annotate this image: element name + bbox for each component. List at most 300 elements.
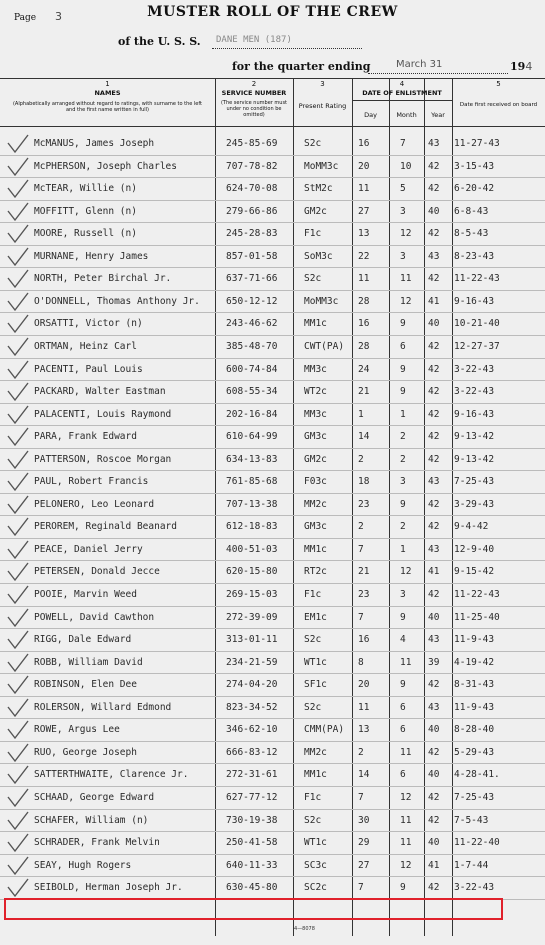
enlist-day: 28 [358, 295, 370, 307]
enlist-year: 40 [428, 318, 440, 330]
date-received: 7-5-43 [454, 814, 489, 826]
table-row [0, 200, 545, 223]
date-received: 3-29-43 [454, 498, 495, 510]
table-row [0, 177, 545, 200]
table-row [0, 403, 545, 426]
crew-name: RIGG, Dale Edward [34, 634, 132, 646]
service-number: 279-66-86 [226, 205, 278, 217]
enlist-month: 9 [400, 679, 406, 691]
checkmark-icon [6, 630, 30, 650]
enlist-year: 42 [428, 228, 440, 240]
service-number: 269-15-03 [226, 589, 278, 600]
checkmark-icon [6, 675, 30, 695]
header-bottom-rule [0, 126, 545, 127]
crew-name: PARA, Frank Edward [34, 431, 137, 443]
enlist-month: 12 [400, 859, 412, 871]
enlist-day: 16 [358, 634, 370, 646]
enlist-day: 20 [358, 679, 370, 691]
enlist-month: 2 [400, 521, 406, 533]
crew-name: PALACENTI, Louis Raymond [34, 408, 172, 420]
crew-name: O'DONNELL, Thomas Anthony Jr. [34, 295, 200, 307]
checkmark-icon [6, 134, 30, 154]
ship-underline [212, 48, 362, 49]
enlist-year: 43 [428, 543, 440, 555]
date-received: 5-29-43 [454, 746, 495, 758]
date-received: 11-22-40 [454, 837, 500, 849]
enlist-subheader-rule [352, 100, 452, 101]
enlist-month: 11 [400, 656, 412, 668]
service-number: 385-48-70 [226, 340, 278, 352]
present-rating: MM1c [304, 769, 327, 781]
table-row [0, 786, 545, 809]
enlist-day: 11 [358, 183, 370, 195]
service-number: 650-12-12 [226, 295, 278, 307]
col4-day-header: Day [364, 111, 377, 119]
checkmark-icon [6, 427, 30, 447]
checkmark-icon [6, 698, 30, 718]
enlist-month: 6 [400, 724, 406, 736]
enlist-day: 24 [358, 363, 370, 375]
checkmark-icon [6, 450, 30, 470]
checkmark-icon [6, 224, 30, 244]
enlist-day: 2 [358, 521, 364, 533]
service-number: 400-51-03 [226, 543, 278, 555]
date-received: 8-5-43 [454, 228, 489, 240]
date-received: 4-19-42 [454, 656, 495, 668]
crew-name: PACENTI, Paul Louis [34, 363, 143, 375]
service-number: 823-34-52 [226, 701, 278, 713]
checkmark-icon [6, 765, 30, 785]
crew-name: POWELL, David Cawthon [34, 611, 155, 623]
enlist-year: 41 [428, 859, 440, 871]
present-rating: WT1c [304, 656, 327, 668]
enlist-year: 43 [428, 476, 440, 488]
col4-year-header: Year [431, 111, 445, 119]
enlist-day: 28 [358, 340, 370, 352]
service-number: 250-41-58 [226, 837, 278, 849]
table-row [0, 606, 545, 629]
ship-name: DANE MEN (187) [216, 35, 292, 45]
crew-name: MURNANE, Henry James [34, 250, 149, 262]
checkmark-icon [6, 472, 30, 492]
crew-name: SCHRADER, Frank Melvin [34, 837, 160, 849]
date-received: 10-21-40 [454, 318, 500, 330]
checkmark-icon [6, 608, 30, 628]
checkmark-icon [6, 292, 30, 312]
enlist-month: 6 [400, 769, 406, 781]
date-received: 11-9-43 [454, 634, 495, 646]
present-rating: StM2c [304, 183, 333, 195]
present-rating: MM2c [304, 746, 327, 758]
checkmark-icon [6, 856, 30, 876]
crew-name: SEIBOLD, Herman Joseph Jr. [34, 882, 183, 894]
present-rating: SC3c [304, 859, 327, 871]
enlist-month: 2 [400, 453, 406, 465]
enlist-month: 12 [400, 791, 412, 803]
enlist-month: 12 [400, 228, 412, 240]
date-received: 3-22-43 [454, 882, 495, 894]
enlist-year: 41 [428, 295, 440, 307]
enlist-day: 27 [358, 205, 370, 217]
checkmark-icon [6, 878, 30, 898]
table-row [0, 515, 545, 538]
quarter-label: for the quarter ending [232, 60, 371, 73]
crew-name: MOFFITT, Glenn (n) [34, 205, 137, 217]
crew-name: ORTMAN, Heinz Carl [34, 340, 137, 352]
service-number: 707-13-38 [226, 498, 278, 510]
checkmark-icon [6, 540, 30, 560]
table-row [0, 538, 545, 561]
table-row [0, 245, 545, 268]
date-received: 11-27-43 [454, 138, 500, 149]
service-number: 608-55-34 [226, 386, 278, 398]
enlist-day: 7 [358, 791, 364, 803]
table-row [0, 741, 545, 764]
enlist-day: 7 [358, 882, 364, 894]
present-rating: MM2c [304, 498, 327, 510]
ship-label: of the U. S. S. [118, 35, 201, 48]
date-received: 3-22-43 [454, 386, 495, 398]
enlist-month: 11 [400, 837, 412, 849]
present-rating: GM2c [304, 205, 327, 217]
crew-name: ROWE, Argus Lee [34, 724, 120, 736]
table-row [0, 809, 545, 832]
present-rating: MM3c [304, 408, 327, 420]
enlist-year: 42 [428, 521, 440, 533]
table-row [0, 290, 545, 313]
col1-note: (Alphabetically arranged without regard to ratings, with surname to the left and the first name written in full) [12, 101, 203, 113]
present-rating: F03c [304, 476, 327, 488]
enlist-day: 2 [358, 453, 364, 465]
crew-name: SCHAFER, William (n) [34, 814, 149, 826]
crew-name: RUO, George Joseph [34, 746, 137, 758]
date-received: 1-7-44 [454, 859, 489, 871]
enlist-day: 2 [358, 746, 364, 758]
enlist-month: 11 [400, 273, 412, 285]
enlist-month: 3 [400, 205, 406, 217]
col4-number: 4 [399, 80, 405, 88]
crew-name: ROBINSON, Elen Dee [34, 679, 137, 691]
service-number: 610-64-99 [226, 431, 278, 443]
enlist-year: 42 [428, 431, 440, 443]
col5-title: Date first received on board [459, 102, 538, 108]
present-rating: GM3c [304, 521, 327, 533]
crew-name: ROBB, William David [34, 656, 143, 668]
service-number: 634-13-83 [226, 453, 278, 465]
checkmark-icon [6, 157, 30, 177]
date-received: 9-13-42 [454, 453, 495, 465]
col4-month-header: Month [396, 111, 417, 119]
crew-name: POOIE, Marvin Weed [34, 589, 137, 600]
col2-title: SERVICE NUMBER [221, 89, 287, 97]
enlist-day: 29 [358, 837, 370, 849]
enlist-year: 42 [428, 408, 440, 420]
enlist-day: 14 [358, 769, 370, 781]
enlist-month: 6 [400, 340, 406, 352]
table-row [0, 854, 545, 877]
date-received: 12-27-37 [454, 340, 500, 352]
enlist-day: 23 [358, 498, 370, 510]
service-number: 630-45-80 [226, 882, 278, 894]
enlist-day: 13 [358, 724, 370, 736]
date-received: 6-8-43 [454, 205, 489, 217]
service-number: 313-01-11 [226, 634, 278, 646]
date-received: 11-9-43 [454, 701, 495, 713]
service-number: 243-46-62 [226, 318, 278, 330]
present-rating: MM1c [304, 318, 327, 330]
present-rating: MoMM3c [304, 295, 339, 307]
enlist-year: 42 [428, 183, 440, 195]
checkmark-icon [6, 562, 30, 582]
enlist-year: 42 [428, 453, 440, 465]
enlist-month: 1 [400, 543, 406, 555]
col5-number: 5 [496, 80, 501, 88]
enlist-month: 9 [400, 318, 406, 330]
service-number: 612-18-83 [226, 521, 278, 533]
checkmark-icon [6, 360, 30, 380]
col2-note: (The service number must under no condition be omitted) [220, 100, 288, 118]
present-rating: F1c [304, 791, 322, 803]
table-row [0, 425, 545, 448]
enlist-year: 43 [428, 701, 440, 713]
checkmark-icon [6, 517, 30, 537]
date-received: 12-9-40 [454, 543, 495, 555]
table-row [0, 651, 545, 674]
present-rating: S2c [304, 273, 322, 285]
service-number: 272-31-61 [226, 769, 278, 781]
present-rating: MM1c [304, 543, 327, 555]
enlist-day: 7 [358, 543, 364, 555]
service-number: 272-39-09 [226, 611, 278, 623]
quarter-value: March 31 [396, 59, 443, 70]
checkmark-icon [6, 495, 30, 515]
enlist-day: 21 [358, 566, 370, 578]
enlist-day: 30 [358, 814, 370, 826]
service-number: 730-19-38 [226, 814, 278, 826]
col1-number: 1 [105, 80, 110, 88]
page-title: MUSTER ROLL OF THE CREW [147, 4, 398, 20]
enlist-month: 5 [400, 183, 406, 195]
service-number: 245-28-83 [226, 228, 278, 240]
enlist-year: 40 [428, 724, 440, 736]
enlist-month: 9 [400, 386, 406, 398]
service-number: 624-70-08 [226, 183, 278, 195]
col4-title: DATE OF ENLISTMENT [362, 89, 442, 97]
crew-name: PAUL, Robert Francis [34, 476, 149, 488]
enlist-year: 42 [428, 791, 440, 803]
checkmark-icon [6, 788, 30, 808]
crew-name: PATTERSON, Roscoe Morgan [34, 453, 172, 465]
checkmark-icon [6, 179, 30, 199]
enlist-year: 43 [428, 138, 440, 149]
service-number: 600-74-84 [226, 363, 278, 375]
enlist-day: 11 [358, 273, 370, 285]
enlist-year: 40 [428, 837, 440, 849]
enlist-year: 42 [428, 498, 440, 510]
enlist-day: 14 [358, 431, 370, 443]
table-row [0, 448, 545, 471]
service-number: 620-15-80 [226, 566, 278, 578]
form-number: 4—8078 [294, 926, 315, 932]
table-row [0, 876, 545, 899]
enlist-year: 42 [428, 160, 440, 172]
enlist-year: 40 [428, 769, 440, 781]
enlist-year: 40 [428, 611, 440, 623]
enlist-year: 42 [428, 340, 440, 352]
table-top-rule [0, 78, 545, 79]
enlist-month: 9 [400, 363, 406, 375]
crew-name: MOORE, Russell (n) [34, 228, 137, 240]
col2-number: 2 [251, 80, 257, 88]
table-row [0, 763, 545, 786]
enlist-day: 27 [358, 859, 370, 871]
present-rating: S2c [304, 701, 322, 713]
table-row [0, 583, 545, 606]
service-number: 857-01-58 [226, 250, 278, 262]
date-received: 6-20-42 [454, 183, 495, 195]
present-rating: GM2c [304, 453, 327, 465]
enlist-month: 2 [400, 431, 406, 443]
date-received: 9-16-43 [454, 408, 495, 420]
checkmark-icon [6, 833, 30, 853]
crew-name: PELONERO, Leo Leonard [34, 498, 155, 510]
table-row [0, 718, 545, 741]
enlist-year: 42 [428, 273, 440, 285]
service-number: 761-85-68 [226, 476, 278, 488]
table-row [0, 493, 545, 516]
enlist-month: 7 [400, 138, 406, 149]
col3-number: 3 [320, 80, 325, 88]
crew-name: SATTERTHWAITE, Clarence Jr. [34, 769, 189, 781]
enlist-month: 9 [400, 611, 406, 623]
crew-name: PETERSEN, Donald Jecce [34, 566, 160, 578]
crew-name: SCHAAD, George Edward [34, 791, 155, 803]
enlist-day: 21 [358, 386, 370, 398]
enlist-month: 10 [400, 160, 412, 172]
enlist-day: 13 [358, 228, 370, 240]
table-row [0, 560, 545, 583]
checkmark-icon [6, 811, 30, 831]
present-rating: RT2c [304, 566, 327, 578]
enlist-month: 9 [400, 498, 406, 510]
enlist-month: 3 [400, 589, 406, 600]
service-number: 627-77-12 [226, 791, 278, 803]
present-rating: F1c [304, 589, 322, 600]
table-row [0, 155, 545, 178]
roster-table [0, 78, 545, 936]
enlist-day: 11 [358, 701, 370, 713]
enlist-month: 3 [400, 250, 406, 262]
crew-name: McTEAR, Willie (n) [34, 183, 137, 195]
crew-name: PACKARD, Walter Eastman [34, 386, 166, 398]
crew-name: PEROREM, Reginald Beanard [34, 521, 177, 533]
enlist-year: 42 [428, 589, 440, 600]
enlist-day: 16 [358, 318, 370, 330]
enlist-day: 8 [358, 656, 364, 668]
service-number: 274-04-20 [226, 679, 278, 691]
enlist-month: 11 [400, 814, 412, 826]
col3-title: Present Rating [298, 102, 347, 110]
table-row [0, 132, 545, 155]
present-rating: SoM3c [304, 250, 333, 262]
present-rating: SF1c [304, 679, 327, 691]
enlist-year: 42 [428, 363, 440, 375]
year-prefix: 19 [510, 60, 526, 73]
date-received: 4-28-41. [454, 769, 500, 781]
service-number: 637-71-66 [226, 273, 278, 285]
service-number: 707-78-82 [226, 160, 278, 172]
service-number: 234-21-59 [226, 656, 278, 668]
enlist-month: 3 [400, 476, 406, 488]
enlist-year: 42 [428, 814, 440, 826]
enlist-month: 6 [400, 701, 406, 713]
date-received: 11-22-43 [454, 273, 500, 285]
crew-name: ORSATTI, Victor (n) [34, 318, 143, 330]
date-received: 9-4-42 [454, 521, 489, 533]
checkmark-icon [6, 743, 30, 763]
checkmark-icon [6, 585, 30, 605]
checkmark-icon [6, 314, 30, 334]
checkmark-icon [6, 653, 30, 673]
checkmark-icon [6, 382, 30, 402]
enlist-month: 4 [400, 634, 406, 646]
year-suffix: 4 [525, 60, 533, 73]
date-received: 11-22-43 [454, 589, 500, 600]
crew-name: SEAY, Hugh Rogers [34, 859, 132, 871]
enlist-day: 16 [358, 138, 370, 149]
enlist-year: 43 [428, 250, 440, 262]
present-rating: F1c [304, 228, 322, 240]
enlist-year: 39 [428, 656, 440, 668]
enlist-month: 12 [400, 566, 412, 578]
enlist-day: 23 [358, 589, 370, 600]
date-received: 9-15-42 [454, 566, 495, 578]
quarter-underline [368, 73, 508, 74]
present-rating: S2c [304, 634, 322, 646]
present-rating: CWT(PA) [304, 340, 345, 352]
page-label: Page [14, 13, 37, 23]
table-row [0, 380, 545, 403]
crew-name: NORTH, Peter Birchal Jr. [34, 273, 172, 285]
table-row [0, 696, 545, 719]
service-number: 245-85-69 [226, 138, 278, 149]
checkmark-icon [6, 337, 30, 357]
table-row [0, 335, 545, 358]
table-row [0, 673, 545, 696]
enlist-year: 42 [428, 746, 440, 758]
enlist-month: 11 [400, 746, 412, 758]
date-received: 7-25-43 [454, 791, 495, 803]
crew-name: ROLERSON, Willard Edmond [34, 701, 172, 713]
present-rating: CMM(PA) [304, 724, 345, 736]
present-rating: S2c [304, 814, 322, 826]
present-rating: SC2c [304, 882, 327, 894]
present-rating: WT1c [304, 837, 327, 849]
date-received: 3-22-43 [454, 363, 495, 375]
service-number: 346-62-10 [226, 724, 278, 736]
checkmark-icon [6, 720, 30, 740]
table-row [0, 470, 545, 493]
checkmark-icon [6, 269, 30, 289]
enlist-month: 12 [400, 295, 412, 307]
table-row [0, 831, 545, 854]
date-received: 8-31-43 [454, 679, 495, 691]
present-rating: GM3c [304, 431, 327, 443]
page-number: 3 [54, 10, 62, 23]
date-received: 9-13-42 [454, 431, 495, 443]
crew-name: PEACE, Daniel Jerry [34, 543, 143, 555]
date-received: 8-28-40 [454, 724, 495, 736]
